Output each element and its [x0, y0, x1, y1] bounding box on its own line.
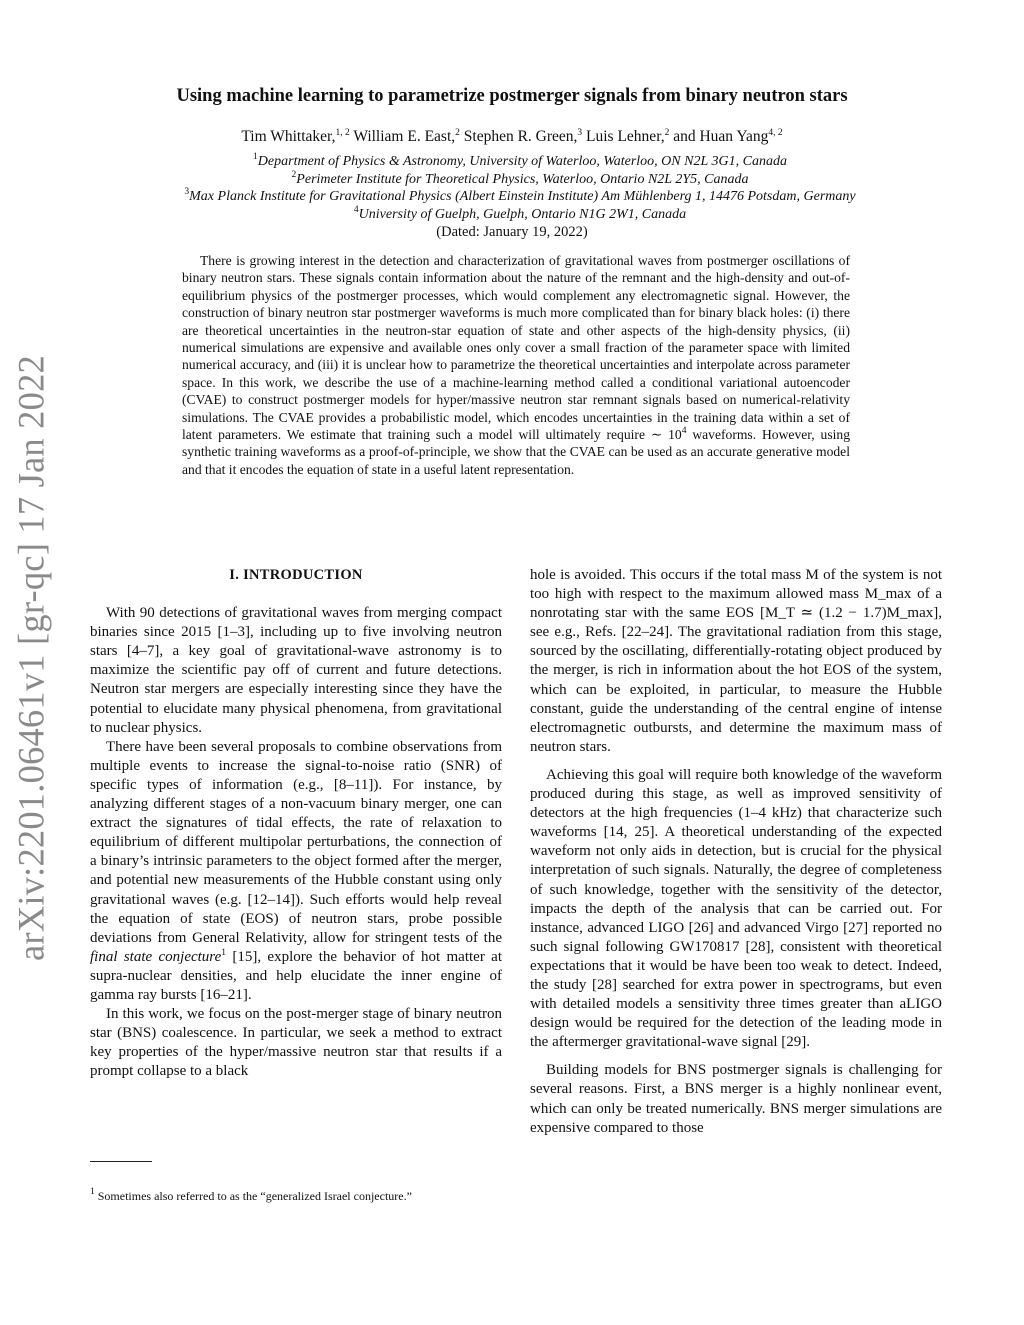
abstract-text-part2: waveforms. However, using synthetic training waveforms as a proof-of-principle, we show that the CVAE can be used as an accurate generative model and that it encodes the equation of state in a useful latent representation.	[182, 427, 850, 477]
author-list	[0, 128, 1024, 146]
affiliation-number: 3	[184, 187, 190, 198]
paper-title: Using machine learning to parametrize postmerger signals from binary neutron stars	[176, 86, 848, 106]
author-name: and Huan Yang	[673, 128, 769, 145]
right-column	[530, 566, 942, 1138]
footnote-divider	[90, 1161, 152, 1162]
author-affiliation-sup: 4, 2	[768, 128, 783, 138]
footnote-1	[90, 1189, 510, 1204]
intro-paragraph-3: In this work, we focus on the post-merger stage of binary neutron star (BNS) coalescence. In particular, we seek a method to extract key properties of the hyper/massive neutron star that results if a prompt collapse to a black	[90, 1006, 502, 1080]
author-affiliation-sup: 1, 2	[335, 128, 350, 138]
intro-paragraph-4: hole is avoided. This occurs if the total mass M of the system is not too high with respect to the maximum allowed mass M_max of a nonrotating star with the same EOS [M_T ≃ (1.2 − 1.7)M_max], see e.g., Refs. [22–24]. The gravitational radiation from this stage, sourced by the oscillating, differentially-rotating object produced by the merger, is rich in information about the hot EOS of the system, which can be exploited, in particular, to measure the Hubble constant, guide the understanding of the central engine of intense electromagnetic outbursts, and determine the maximum mass of neutron stars.	[530, 567, 942, 755]
affiliation-text: Perimeter Institute for Theoretical Physics, Waterloo, Ontario N2L 2Y5, Canada	[296, 171, 749, 187]
left-column	[90, 566, 502, 1081]
footnote-link-1[interactable]: 1	[221, 947, 226, 958]
author-affiliation-sup: 2	[455, 128, 460, 138]
affiliation-number: 4	[353, 204, 359, 215]
affiliation-list	[80, 153, 960, 223]
author-name: William E. East,	[353, 128, 456, 145]
author-affiliation-sup: 3	[577, 128, 583, 138]
abstract	[182, 252, 850, 478]
affiliation-text: Max Planck Institute for Gravitational Physics (Albert Einstein Institute) Am Mühlenberg 1, 14476 Potsdam, Germany	[189, 189, 856, 205]
affiliation-number: 2	[291, 169, 297, 180]
author-name: Luis Lehner,	[586, 128, 665, 145]
intro-paragraph-1: With 90 detections of gravitational waves from merging compact binaries since 2015 [1–3], including up to five involving neutron stars [4–7], a key goal of gravitational-wave astronomy is to maximize the scientific pay off of current and future detections. Neutron star mergers are especially interesting since they have the potential to elucidate many physical phenomena, from gravitational to nuclear physics.	[90, 605, 502, 736]
footnote-text: Sometimes also referred to as the “generalized Israel conjecture.”	[94, 1189, 412, 1203]
affiliation-number: 1	[253, 152, 258, 162]
affiliation-line	[80, 153, 960, 171]
affiliation-text: University of Guelph, Guelph, Ontario N1G 2W1, Canada	[358, 206, 687, 222]
intro-paragraph-2	[90, 738, 502, 1005]
section-heading-introduction: I. INTRODUCTION	[229, 567, 363, 583]
arxiv-identifier-stamp	[6, 355, 56, 961]
abstract-exponent: 4	[681, 426, 687, 437]
intro-paragraph-5: Achieving this goal will require both knowledge of the waveform produced during this stage, as well as improved sensitivity of detectors at the high frequencies (1–4 kHz) that characterize such waveforms [14, 25]. A theoretical understanding of the expected waveform not only aids in detection, but is crucial for the physical interpretation of such signals. Naturally, the degree of completeness of such knowledge, together with the sensitivity of the detector, impacts the depth of the analysis that can be carried out. For instance, advanced LIGO [26] and advanced Virgo [27] reported no such signal following GW170817 [28], consistent with theoretical expectations that it would be have been too weak to detect. Indeed, the study [28] searched for extra power in spectrograms, but even with detailed models a sensitivity three times greater than aLIGO design would be required for the detection of the leading mode in the aftermerger gravitational-wave signal [29].	[530, 766, 942, 1051]
affiliation-line	[80, 188, 960, 206]
footnote-mark: 1	[90, 1187, 95, 1197]
intro-paragraph-6: Building models for BNS postmerger signals is challenging for several reasons. First, a BNS merger is a highly nonlinear event, which can only be treated numerically. BNS merger simulations are expensive compared to those	[530, 1062, 942, 1136]
author-name: Tim Whittaker,	[241, 128, 336, 145]
date-line: (Dated: January 19, 2022)	[436, 224, 588, 240]
intro-paragraph-2-text-a: There have been several proposals to combine observations from multiple events to increase the signal-to-noise ratio (SNR) of specific types of information (e.g., [8–11]). For instance, by analyzing different stages of a non-vacuum binary merger, one can extract the signatures of tidal effects, the rate of relaxation to equilibrium of different multipolar perturbations, the connection of a binary’s intrinsic parameters to the object formed after the merger, and potential new measurements of the Hubble constant using only gravitational waves (e.g. [12–14]). Such efforts would help reveal the equation of state (EOS) of neutron stars, probe possible deviations from General Relativity, allow for stringent tests of the	[90, 738, 502, 946]
affiliation-text: Department of Physics & Astronomy, University of Waterloo, Waterloo, ON N2L 3G1, Canada	[257, 154, 787, 169]
abstract-text-part1: There is growing interest in the detection and characterization of gravitational waves from postmerger oscillations of binary neutron stars. These signals contain information about the nature of the remnant and the high-density and out-of-equilibrium physics of the postmerger processes, which would complement any electromagnetic signal. However, the construction of binary neutron star postmerger waveforms is much more complicated than for binary black holes: (i) there are theoretical uncertainties in the neutron-star equation of state and other aspects of the high-density physics, (ii) numerical simulations are expensive and available ones only cover a small fraction of the parameter space with limited numerical accuracy, and (iii) it is unclear how to parametrize the theoretical uncertainties and interpolate across parameter space. In this work, we describe the use of a machine-learning method called a conditional variational autoencoder (CVAE) to construct postmerger models for hyper/massive neutron star remnant signals based on numerical-relativity simulations. The CVAE provides a probabilistic model, which encodes uncertainties in the training data within a set of latent parameters. We estimate that training such a model will ultimately require ∼ 10	[182, 253, 850, 443]
final-state-conjecture-term: final state conjecture	[90, 948, 222, 965]
affiliation-line	[80, 206, 960, 224]
affiliation-line	[80, 171, 960, 189]
author-name: Stephen R. Green,	[463, 128, 578, 145]
author-affiliation-sup: 2	[664, 128, 670, 138]
intro-paragraph-2-text-b: [15], explore the behavior of hot matter at supra-nuclear densities, and help elucidate the inner engine of gamma ray bursts [16–21].	[90, 948, 502, 1003]
arxiv-identifier-text: arXiv:2201.06461v1 [gr-qc] 17 Jan 2022	[10, 355, 52, 961]
